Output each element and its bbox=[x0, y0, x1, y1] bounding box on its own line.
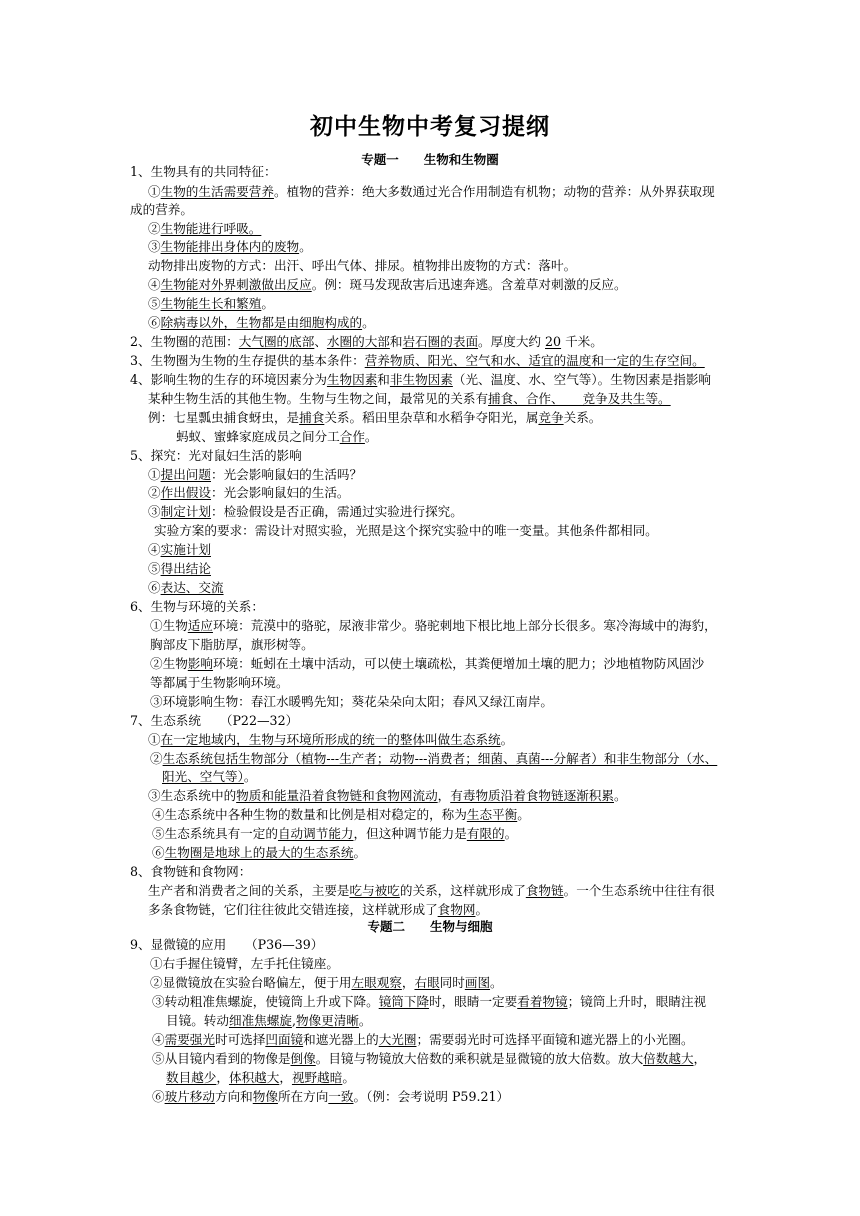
text-segment: ①生物 bbox=[150, 618, 188, 633]
underlined-key-phrase: 20 bbox=[545, 334, 562, 349]
text-segment: 。例：斑马发现敌害后迅速奔逃。含羞草对刺激的反应。 bbox=[311, 277, 627, 292]
underlined-key-phrase: 有毒物质沿着食物链逐渐积累 bbox=[450, 788, 614, 803]
text-line bbox=[152, 993, 706, 1011]
text-line bbox=[148, 787, 627, 805]
text-segment: ⑥ bbox=[148, 580, 161, 595]
text-segment: 。 bbox=[261, 296, 274, 311]
text-segment: 。植物的营养：绝大多数通过光合作用制造有机物；动物的营养：从外界获取现 bbox=[273, 184, 715, 199]
text-line bbox=[150, 750, 717, 768]
text-line bbox=[148, 257, 576, 275]
text-segment: 关系。 bbox=[563, 410, 602, 425]
text-segment: ：光会影响鼠妇的生活吗？ bbox=[210, 467, 363, 482]
underlined-key-phrase: 在一定地域内，生物与环境所形成的统一的整体叫做生态系统 bbox=[160, 732, 501, 747]
text-segment: 和 bbox=[377, 372, 390, 387]
text-segment: 9、显微镜的应用 （P36—39） bbox=[130, 937, 324, 952]
text-segment: 8、食物链和食物网： bbox=[130, 864, 252, 879]
text-segment: ④ bbox=[148, 542, 161, 557]
underlined-key-phrase: 得出结论 bbox=[160, 561, 211, 576]
text-segment: 和遮光器上的 bbox=[303, 1032, 379, 1047]
text-segment: 。厚度大约 bbox=[478, 334, 546, 349]
underlined-key-phrase: 竞争 bbox=[538, 410, 564, 425]
underlined-key-phrase: 体积越大 bbox=[228, 1070, 280, 1085]
underlined-key-phrase: 吃与被吃 bbox=[349, 883, 400, 898]
text-line bbox=[148, 484, 350, 502]
text-segment: ， bbox=[279, 1070, 292, 1085]
text-segment: 。 bbox=[475, 902, 489, 917]
underlined-key-phrase: 倍数越大 bbox=[643, 1051, 694, 1066]
underlined-key-phrase: 影响 bbox=[187, 656, 213, 671]
text-segment: 。 bbox=[362, 315, 375, 330]
text-segment: 。 bbox=[613, 788, 627, 803]
underlined-key-phrase: 右眼 bbox=[414, 975, 440, 990]
text-line bbox=[150, 693, 553, 711]
text-segment: 。 bbox=[504, 826, 518, 841]
text-segment: 多条食物链，它们往往彼此交错连接，这样就形成了 bbox=[148, 902, 438, 917]
text-segment: 实验方案的要求：需设计对照实验，光照是这个探究实验中的唯一变量。其他条件都相同。 bbox=[154, 523, 658, 538]
text-line bbox=[148, 409, 601, 427]
underlined-key-phrase: 食物链 bbox=[525, 883, 564, 898]
text-segment: ② bbox=[148, 221, 161, 236]
section-heading-1: 专题一 生物和生物圈 bbox=[361, 152, 499, 167]
text-segment: ①右手握住镜臂，左手托住镜座。 bbox=[150, 956, 339, 971]
text-segment: 千米。 bbox=[561, 334, 603, 349]
text-line bbox=[148, 466, 362, 484]
underlined-key-phrase: 大气圈的底部 bbox=[238, 334, 315, 349]
section-heading-2: 专题二 生物与细胞 bbox=[367, 919, 493, 934]
underlined-key-phrase: 自动调节能力 bbox=[277, 826, 354, 841]
underlined-key-phrase: 一致 bbox=[328, 1089, 354, 1104]
underlined-key-phrase: 制定计划 bbox=[160, 504, 211, 519]
text-segment: 环境：荒漠中的骆驼，尿液非常少。骆驼刺地下根比地上部分长很多。寒冷海域中的海豹， bbox=[212, 618, 717, 633]
text-segment: 3、生物圈为生物的生存提供的基本条件： bbox=[130, 353, 365, 368]
text-segment: ：检验假设是否正确，需通过实验进行探究。 bbox=[210, 504, 463, 519]
text-line bbox=[152, 1050, 706, 1068]
text-segment: 6、生物与环境的关系： bbox=[130, 599, 264, 614]
underlined-key-phrase: 除病毒以外，生物都是由细胞构成的 bbox=[160, 315, 363, 330]
text-segment: ⑤ bbox=[148, 296, 161, 311]
text-segment: ① bbox=[148, 184, 161, 199]
text-segment: ③ bbox=[148, 239, 161, 254]
underlined-key-phrase: 表达、交流 bbox=[160, 580, 224, 595]
text-segment: 。 bbox=[490, 975, 503, 990]
text-segment: ⑤从目镜内看到的物像是 bbox=[152, 1051, 291, 1066]
underlined-key-phrase: 适应 bbox=[187, 618, 213, 633]
text-segment: ② bbox=[150, 751, 163, 766]
text-segment: 所在方向 bbox=[277, 1089, 329, 1104]
text-segment: 。 bbox=[342, 1070, 355, 1085]
text-segment: 蚂蚁、蜜蜂家庭成员之间分工 bbox=[176, 429, 340, 444]
text-segment: 。（例：会考说明 P59.21） bbox=[353, 1089, 510, 1104]
text-line bbox=[150, 636, 314, 654]
underlined-key-phrase: 数目越少 bbox=[166, 1070, 217, 1085]
text-segment: ⑤生态系统具有一定的 bbox=[152, 826, 278, 841]
underlined-key-phrase: 物像 bbox=[252, 1089, 278, 1104]
text-line bbox=[148, 238, 312, 256]
underlined-key-phrase: 捕食、合作、 竞争及共生等。 bbox=[488, 391, 671, 406]
text-line bbox=[130, 598, 264, 616]
underlined-key-phrase: 生物因素 bbox=[326, 372, 378, 387]
text-segment: （光、温度、水、空气等）。生物因素是指影响 bbox=[452, 372, 712, 387]
text-line bbox=[130, 352, 705, 370]
underlined-key-phrase: 实施计划 bbox=[160, 542, 211, 557]
text-segment: 。 bbox=[299, 239, 312, 254]
text-line bbox=[176, 428, 378, 446]
text-line bbox=[150, 674, 289, 692]
text-segment: 成的营养。 bbox=[130, 202, 193, 217]
text-line bbox=[162, 768, 256, 786]
text-line bbox=[130, 333, 603, 351]
underlined-key-phrase: 阳光、空气等） bbox=[162, 769, 244, 784]
underlined-key-phrase: 看着物镜 bbox=[517, 994, 568, 1009]
text-segment: 。 bbox=[243, 769, 257, 784]
text-segment: ， bbox=[693, 1051, 707, 1066]
underlined-key-phrase: 倒像 bbox=[290, 1051, 316, 1066]
text-line bbox=[130, 712, 298, 730]
underlined-key-phrase: 生物能排出身体内的废物 bbox=[160, 239, 300, 254]
underlined-key-phrase: 提出问题 bbox=[160, 467, 211, 482]
text-segment: ， bbox=[216, 1070, 229, 1085]
text-line bbox=[130, 447, 302, 465]
text-line bbox=[148, 390, 671, 408]
text-segment: ③生态系统中的 bbox=[148, 788, 237, 803]
underlined-key-phrase: 非生物因素 bbox=[389, 372, 453, 387]
underlined-key-phrase: 视野越暗 bbox=[291, 1070, 343, 1085]
text-segment: 。 bbox=[517, 807, 530, 822]
text-line bbox=[148, 901, 488, 919]
underlined-key-phrase: 生态系统包括生物部分（植物---生产者；动物---消费者；细菌、真菌---分解者）和非生物部分（水、 bbox=[162, 751, 718, 766]
text-segment: ⑥ bbox=[152, 845, 165, 860]
underlined-key-phrase: 玻片移动 bbox=[164, 1089, 215, 1104]
text-segment: ① bbox=[148, 467, 161, 482]
text-segment: ④ bbox=[148, 277, 161, 292]
text-line bbox=[150, 974, 503, 992]
text-segment: ⑥ bbox=[152, 1089, 165, 1104]
text-segment: ① bbox=[148, 732, 161, 747]
underlined-key-phrase: 生物能对外界刺激做出反应 bbox=[160, 277, 312, 292]
text-segment: ；镜筒上升时，眼睛注视 bbox=[567, 994, 707, 1009]
text-line bbox=[130, 863, 251, 881]
text-line bbox=[166, 1012, 372, 1030]
text-line bbox=[148, 295, 274, 313]
underlined-key-phrase: 作出假设 bbox=[160, 485, 211, 500]
underlined-key-phrase: 生物能进行呼吸。 bbox=[160, 221, 262, 236]
underlined-key-phrase: 生物圈是地球上的最大的生态系统 bbox=[164, 845, 354, 860]
text-line bbox=[152, 1031, 694, 1049]
underlined-key-phrase: 岩石圈的表面 bbox=[402, 334, 479, 349]
text-line bbox=[150, 655, 704, 673]
text-line bbox=[152, 806, 530, 824]
text-segment: ④ bbox=[152, 1032, 165, 1047]
text-segment: 4、影响生物的生存的环境因素分为 bbox=[130, 372, 327, 387]
text-segment: 例：七星瓢虫捕食蚜虫，是 bbox=[148, 410, 300, 425]
text-line bbox=[150, 955, 339, 973]
text-segment: ②生物 bbox=[150, 656, 188, 671]
underlined-key-phrase: 生物的生活需要营养 bbox=[160, 184, 274, 199]
text-segment: , bbox=[291, 1013, 296, 1028]
underlined-key-phrase: 凹面镜 bbox=[265, 1032, 304, 1047]
text-segment: 动物排出废物的方式：出汗、呼出气体、排尿。植物排出废物的方式：落叶。 bbox=[148, 258, 577, 273]
text-segment: 2、生物圈的范围： bbox=[130, 334, 239, 349]
text-segment: 、 bbox=[314, 334, 327, 349]
underlined-key-phrase: 生态平衡 bbox=[466, 807, 518, 822]
text-segment: 5、探究：光对鼠妇生活的影响 bbox=[130, 448, 302, 463]
underlined-key-phrase: 食物网 bbox=[437, 902, 476, 917]
text-line bbox=[152, 1088, 509, 1106]
text-line bbox=[148, 731, 513, 749]
text-line bbox=[148, 183, 715, 201]
text-line bbox=[148, 314, 375, 332]
underlined-key-phrase: 镜筒下降 bbox=[378, 994, 430, 1009]
text-segment: 。 bbox=[358, 1013, 372, 1028]
text-segment: ③转动粗准焦螺旋，使镜筒上升或下降。 bbox=[152, 994, 379, 1009]
underlined-key-phrase: 物像更清晰 bbox=[295, 1013, 359, 1028]
text-line bbox=[148, 882, 715, 900]
text-segment: ⑥ bbox=[148, 315, 161, 330]
underlined-key-phrase: 水圈的大部 bbox=[326, 334, 390, 349]
text-line bbox=[148, 579, 224, 597]
text-segment: 等都属于生物影响环境。 bbox=[150, 675, 289, 690]
text-segment: 目镜。转动 bbox=[166, 1013, 229, 1028]
text-segment: 。一个生态系统中往往有很 bbox=[563, 883, 715, 898]
text-segment: ；需要弱光时可选择平面镜和遮光器上的小光圈。 bbox=[416, 1032, 694, 1047]
text-line bbox=[148, 560, 211, 578]
text-segment: 的关系，这样就形成了 bbox=[399, 883, 526, 898]
text-segment: ， bbox=[401, 975, 415, 990]
text-line bbox=[152, 844, 366, 862]
text-line bbox=[152, 825, 517, 843]
text-segment: 。 bbox=[353, 845, 367, 860]
text-line bbox=[150, 617, 717, 635]
text-segment: ⑤ bbox=[148, 561, 161, 576]
underlined-key-phrase: 有限的 bbox=[466, 826, 505, 841]
text-line bbox=[148, 276, 627, 294]
text-line bbox=[130, 936, 323, 954]
text-segment: ：光会影响鼠妇的生活。 bbox=[210, 485, 350, 500]
text-segment: 1、生物具有的共同特征： bbox=[130, 164, 277, 179]
text-segment: 。 bbox=[364, 429, 378, 444]
text-segment: ， bbox=[437, 788, 451, 803]
text-line bbox=[148, 541, 211, 559]
document-title: 初中生物中考复习提纲 bbox=[310, 114, 550, 140]
text-segment: 7、生态系统 （P22—32） bbox=[130, 713, 299, 728]
underlined-key-phrase: 画图 bbox=[464, 975, 491, 990]
text-segment: 时可选择 bbox=[214, 1032, 266, 1047]
text-segment: 和 bbox=[389, 334, 403, 349]
text-segment: 某种生物生活的其他生物。生物与生物之间，最常见的关系有 bbox=[148, 391, 489, 406]
underlined-key-phrase: 细准焦螺旋 bbox=[228, 1013, 292, 1028]
text-line bbox=[148, 503, 463, 521]
underlined-key-phrase: 营养物质、阳光、空气和水、适宜的温度和一定的生存空间。 bbox=[364, 353, 705, 368]
text-segment: ③环境影响生物：春江水暖鸭先知；葵花朵朵向太阳；春风又绿江南岸。 bbox=[150, 694, 553, 709]
text-segment: ② bbox=[148, 485, 161, 500]
text-segment: ④生态系统中各种生物的数量和比例是相对稳定的，称为 bbox=[152, 807, 467, 822]
text-segment: 生产者和消费者之间的关系，主要是 bbox=[148, 883, 350, 898]
text-segment: 。目镜与物镜放大倍数的乘积就是显微镜的放大倍数。放大 bbox=[315, 1051, 644, 1066]
text-segment: ，但这种调节能力是 bbox=[353, 826, 467, 841]
text-line bbox=[130, 163, 277, 181]
text-segment: 胸部皮下脂肪厚，旗形树等。 bbox=[150, 637, 314, 652]
underlined-key-phrase: 生物能生长和繁殖 bbox=[160, 296, 262, 311]
text-line bbox=[130, 371, 711, 389]
text-segment: ②显微镜放在实验台略偏左，便于用 bbox=[150, 975, 352, 990]
text-segment: ③ bbox=[148, 504, 161, 519]
text-segment: 环境：蚯蚓在土壤中活动，可以使土壤疏松，其粪便增加土壤的肥力；沙地植物防风固沙 bbox=[212, 656, 705, 671]
text-segment: 同时 bbox=[439, 975, 465, 990]
text-segment: 时，眼睛一定要 bbox=[429, 994, 518, 1009]
underlined-key-phrase: 物质和能量沿着食物链和食物网流动 bbox=[236, 788, 438, 803]
text-line bbox=[130, 201, 193, 219]
text-line bbox=[148, 220, 261, 238]
text-segment: 关系。稻田里杂草和水稻争夺阳光，属 bbox=[324, 410, 539, 425]
underlined-key-phrase: 合作 bbox=[339, 429, 365, 444]
text-segment: 。 bbox=[500, 732, 514, 747]
underlined-key-phrase: 捕食 bbox=[299, 410, 325, 425]
underlined-key-phrase: 需要强光 bbox=[164, 1032, 215, 1047]
text-line bbox=[154, 522, 658, 540]
text-line bbox=[166, 1069, 355, 1087]
underlined-key-phrase: 大光圈 bbox=[378, 1032, 417, 1047]
underlined-key-phrase: 左眼观察 bbox=[351, 975, 402, 990]
text-segment: 方向和 bbox=[214, 1089, 253, 1104]
